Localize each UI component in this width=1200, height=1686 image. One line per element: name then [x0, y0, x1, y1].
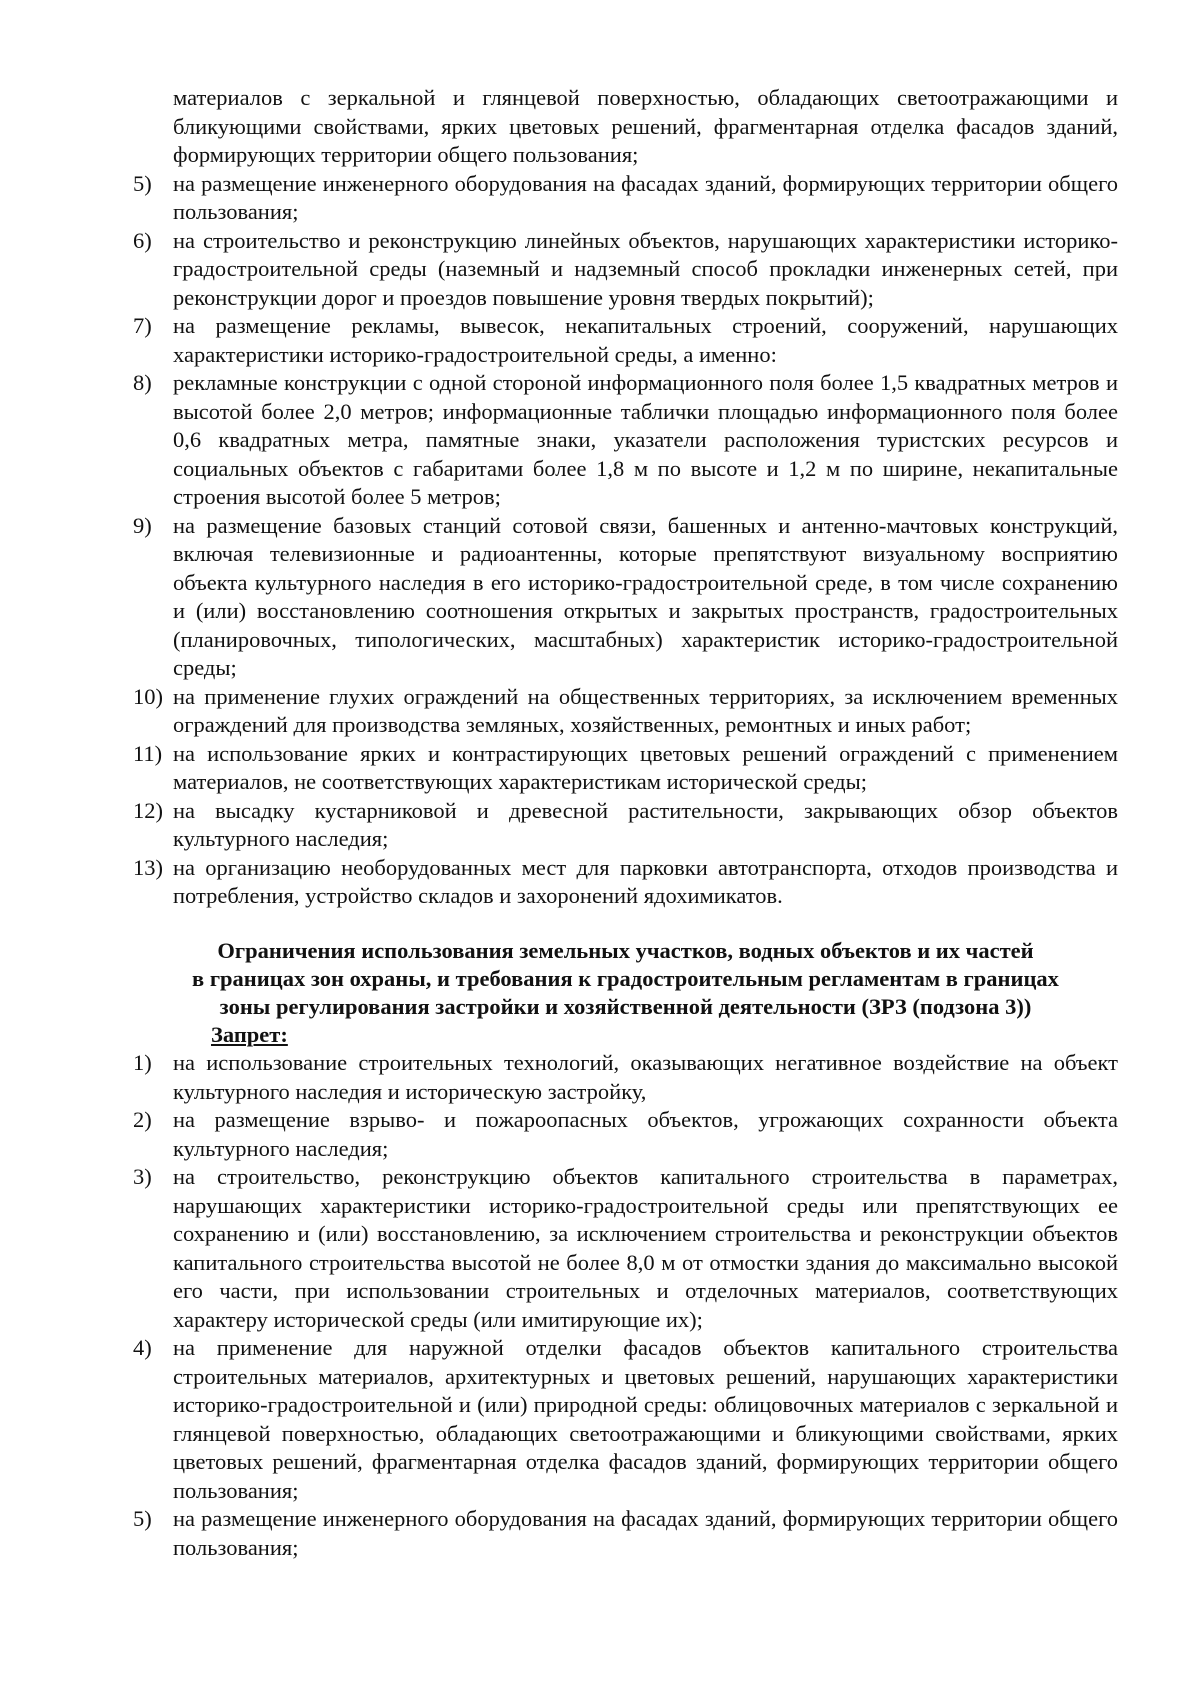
- heading-line-2: в границах зон охраны, и требования к градостроительным регламентам в границах: [192, 965, 1059, 991]
- item-text: на применение глухих ограждений на общественных территориях, за исключением временных ограждений для производства земляных, хозяйственных, ремонтных и иных работ;: [173, 683, 1118, 737]
- item-number: 13): [133, 854, 163, 880]
- item-number: 12): [133, 797, 163, 823]
- item-number: 8): [133, 370, 152, 395]
- item-number: 1): [133, 1050, 152, 1075]
- item-text: рекламные конструкции с одной стороной информационного поля более 1,5 квадратных метров и высотой более 2,0 метров; информационные таблички площадью информационного поля более 0,6 квадратных метра, памятные знаки, указатели расположения туристских ресурсов и социальных объектов с габаритами более 1,8 м по высоте и 1,2 м по ширине, некапитальные строения высотой более 5 метров;: [173, 370, 1118, 509]
- item-text: на размещение базовых станций сотовой связи, башенных и антенно-мачтовых конструкций, включая телевизионные и радиоантенны, которые препятствуют визуальному восприятию объекта культурного наследия в его историко-градостроительной среде, в том числе сохранению и (или) восстановлению соотношения открытых и закрытых пространств, градостроительных (планировочных, типологических, масштабных) характеристик историко-градостроительной среды;: [173, 512, 1118, 680]
- item-text: на размещение инженерного оборудования на фасадах зданий, формирующих территории общего пользования;: [173, 170, 1118, 224]
- list-item: [133, 170, 1118, 227]
- item-text: на высадку кустарниковой и древесной растительности, закрывающих обзор объектов культурного наследия;: [173, 797, 1118, 851]
- section-a-list: [133, 170, 1118, 911]
- item-number: 11): [133, 740, 163, 766]
- list-item: [133, 1163, 1118, 1334]
- item-number: 2): [133, 1107, 152, 1132]
- heading-line-3: зоны регулирования застройки и хозяйственной деятельности (ЗРЗ (подзона 3)): [219, 993, 1032, 1019]
- heading-line-1: Ограничения использования земельных участков, водных объектов и их частей: [217, 937, 1034, 963]
- item-text: на организацию необорудованных мест для парковки автотранспорта, отходов производства и потребления, устройство складов и захоронений ядохимикатов.: [173, 854, 1118, 908]
- item-text: на строительство и реконструкцию линейных объектов, нарушающих характеристики историко-градостроительной среды (наземный и надземный способ прокладки инженерных сетей, при реконструкции дорог и проездов повышение уровня твердых покрытий);: [173, 227, 1118, 310]
- item-number: 9): [133, 512, 152, 538]
- item-number: 7): [133, 313, 152, 338]
- item-text: на строительство, реконструкцию объектов капитального строительства в параметрах, нарушающих характеристики историко-градостроительной среды или препятствующих ее сохранению и (или) восстановлению, за исключением строительства и реконструкции объектов капитального строительства высотой не более 8,0 м от отмостки здания до максимально высокой его части, при использовании строительных и отделочных материалов, соответствующих характеру исторической среды (или имитирующие их);: [173, 1164, 1118, 1332]
- item-text: на использование ярких и контрастирующих цветовых решений ограждений с применением материалов, не соответствующих характеристикам исторической среды;: [173, 740, 1118, 794]
- item-number: 5): [133, 1506, 152, 1531]
- item-text: на использование строительных технологий, оказывающих негативное воздействие на объект культурного наследия и историческую застройку,: [173, 1050, 1118, 1104]
- list-item: [133, 797, 1118, 854]
- item-number: 3): [133, 1164, 152, 1189]
- list-item: [133, 227, 1118, 313]
- list-item: [133, 1505, 1118, 1562]
- item-number: 6): [133, 227, 152, 253]
- document-body: [133, 84, 1118, 1562]
- list-item: [133, 1106, 1118, 1163]
- list-item: [133, 1049, 1118, 1106]
- list-item: [133, 683, 1118, 740]
- item-number: 4): [133, 1335, 152, 1360]
- item-number: 5): [133, 170, 152, 196]
- intro-continuation: материалов с зеркальной и глянцевой поверхностью, обладающих светоотражающими и бликующими свойствами, ярких цветовых решений, фрагментарная отделка фасадов зданий, формирующих территории общего пользования;: [173, 85, 1118, 167]
- item-text: на применение для наружной отделки фасадов объектов капитального строительства строительных материалов, архитектурных и цветовых решений, нарушающих характеристики историко-градостроительной и (или) природной среды: облицовочных материалов с зеркальной и глянцевой поверхностью, обладающих светоотражающими и бликующими свойствами, ярких цветовых решений, фрагментарная отделка фасадов зданий, формирующих территории общего пользования;: [173, 1335, 1118, 1503]
- list-item: [133, 369, 1118, 512]
- list-item: [133, 312, 1118, 369]
- item-text: на размещение взрыво- и пожароопасных объектов, угрожающих сохранности объекта культурного наследия;: [173, 1107, 1118, 1161]
- list-item: [133, 512, 1118, 683]
- section-heading: [133, 937, 1118, 1021]
- item-text: на размещение инженерного оборудования на фасадах зданий, формирующих территории общего пользования;: [173, 1506, 1118, 1560]
- item-number: 10): [133, 683, 163, 709]
- item-text: на размещение рекламы, вывесок, некапитальных строений, сооружений, нарушающих характеристики историко-градостроительной среды, а именно:: [173, 313, 1118, 367]
- list-item: [133, 1334, 1118, 1505]
- zapret-label: Запрет:: [211, 1021, 288, 1047]
- list-item: [133, 740, 1118, 797]
- list-item: [133, 854, 1118, 911]
- section-b-list: [133, 1049, 1118, 1562]
